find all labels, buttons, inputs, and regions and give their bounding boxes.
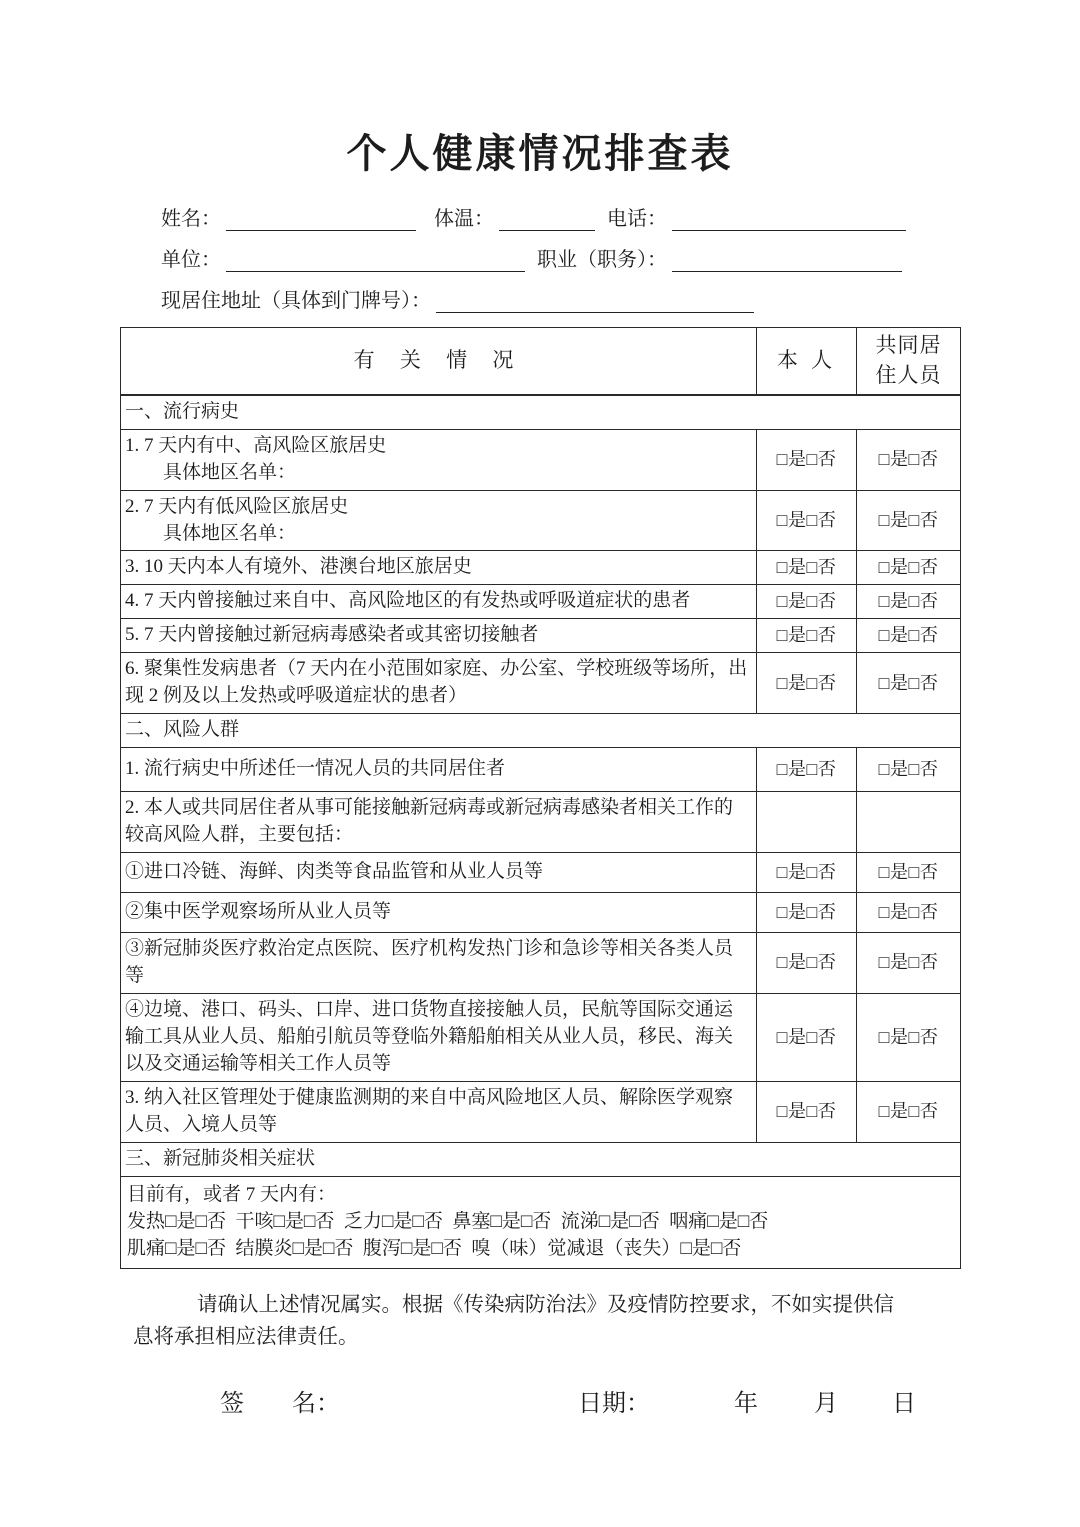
self-yesno-cell: □是□否 [757,490,857,551]
table-row [121,490,961,551]
situation-cell: ③新冠肺炎医疗救治定点医院、医疗机构发热门诊和急诊等相关各类人员等 [121,933,757,994]
self-yesno-cell: □是□否 [757,653,857,714]
symptoms-line-2: 肌痛□是□否 结膜炎□是□否 腹泻□是□否 嗅（味）觉减退（丧失）□是□否 [127,1237,742,1259]
form-title: 个人健康情况排查表 [346,131,734,176]
self-yesno-cell: □是□否 [757,893,857,933]
table-row [121,653,961,714]
document-page [120,0,960,1418]
table-row [121,1081,961,1142]
situation-cell: 4. 7 天内曾接触过来自中、高风险地区的有发热或呼吸道症状的患者 [121,585,757,619]
name-blank-line [226,207,416,231]
situation-cell: ②集中医学观察场所从业人员等 [121,893,757,933]
field-row-3 [161,286,960,313]
table-row [121,933,961,994]
cohabitant-yesno-cell: □是□否 [857,619,961,653]
phone-blank-line [672,207,906,231]
temperature-label: 体温： [434,208,494,230]
cohabitant-yesno-cell: □是□否 [857,490,961,551]
col-header-self: 本 人 [757,328,857,395]
field-row-2 [161,245,960,272]
section-title: 二、风险人群 [121,714,961,748]
self-yesno-cell: □是□否 [757,933,857,994]
situation-cell: 2. 本人或共同居住者从事可能接触新冠病毒或新冠病毒感染者相关工作的较高风险人群，主要包括： [121,792,757,853]
self-yesno-cell: □是□否 [757,619,857,653]
field-row-1 [161,204,960,231]
cohabitant-yesno-cell: □是□否 [857,653,961,714]
signature-label: 签 名： [220,1391,340,1418]
col-header-cohabitant: 共同居 住人员 [857,328,961,395]
table-row [121,429,961,490]
name-label: 姓名： [161,208,221,230]
cohabitant-yesno-cell: □是□否 [857,429,961,490]
symptoms-intro: 目前有，或者 7 天内有： [127,1183,337,1205]
table-row [121,893,961,933]
disclaimer-line-1: 请确认上述情况属实。根据《传染病防治法》及疫情防控要求，不如实提供信 [197,1293,894,1316]
self-yesno-cell: □是□否 [757,429,857,490]
table-row [121,585,961,619]
occupation-blank-line [672,248,902,272]
unit-blank-line [226,248,525,272]
disclaimer-line-2: 息将承担相应法律责任。 [133,1325,359,1348]
cohabitant-yesno-cell: □是□否 [857,585,961,619]
cohabitant-yesno-cell: □是□否 [857,748,961,792]
section-row-covid-symptoms [121,1142,961,1176]
situation-cell: ④边境、港口、码头、口岸、进口货物直接接触人员，民航等国际交通运输工具从业人员、船舶引航员等登临外籍船舶相关从业人员，移民、海关以及交通运输等相关工作人员等 [121,994,757,1082]
self-yesno-cell [757,792,857,853]
date-label: 日期： [578,1391,650,1418]
symptoms-row [121,1176,961,1268]
phone-label: 电话： [607,208,667,230]
table-row [121,748,961,792]
situation-cell: 1. 7 天内有中、高风险区旅居史 具体地区名单： [121,429,757,490]
table-row [121,619,961,653]
situation-cell: ①进口冷链、海鲜、肉类等食品监管和从业人员等 [121,853,757,893]
year-label: 年 [734,1391,758,1418]
signature-row [120,1383,960,1418]
unit-label: 单位： [161,249,221,271]
table-row [121,551,961,585]
screening-table [120,327,961,1269]
occupation-label: 职业（职务）： [537,249,667,271]
cohabitant-yesno-cell: □是□否 [857,853,961,893]
section-title: 一、流行病史 [121,395,961,429]
self-yesno-cell: □是□否 [757,551,857,585]
self-yesno-cell: □是□否 [757,1081,857,1142]
cohabitant-yesno-cell: □是□否 [857,551,961,585]
address-blank-line [436,289,754,313]
cohabitant-yesno-cell: □是□否 [857,893,961,933]
disclaimer [133,1290,949,1354]
situation-cell: 2. 7 天内有低风险区旅居史 具体地区名单： [121,490,757,551]
cohabitant-yesno-cell [857,792,961,853]
self-yesno-cell: □是□否 [757,585,857,619]
situation-cell: 5. 7 天内曾接触过新冠病毒感染者或其密切接触者 [121,619,757,653]
section-row-epidemic-history [121,395,961,429]
cohabitant-yesno-cell: □是□否 [857,1081,961,1142]
self-yesno-cell: □是□否 [757,994,857,1082]
self-yesno-cell: □是□否 [757,748,857,792]
month-label: 月 [814,1391,838,1418]
symptoms-cell [121,1176,961,1268]
situation-cell: 3. 纳入社区管理处于健康监测期的来自中高风险地区人员、解除医学观察人员、入境人员等 [121,1081,757,1142]
situation-cell: 1. 流行病史中所述任一情况人员的共同居住者 [121,748,757,792]
section-row-risk-groups [121,714,961,748]
header-fields [161,204,960,313]
day-label: 日 [892,1391,916,1418]
address-label: 现居住地址（具体到门牌号）： [161,290,431,312]
cohabitant-yesno-cell: □是□否 [857,994,961,1082]
table-row [121,792,961,853]
table-header-row [121,328,961,395]
section-title: 三、新冠肺炎相关症状 [121,1142,961,1176]
table-row [121,853,961,893]
cohabitant-yesno-cell: □是□否 [857,933,961,994]
temperature-blank-line [499,207,595,231]
table-row [121,994,961,1082]
situation-cell: 6. 聚集性发病患者（7 天内在小范围如家庭、办公室、学校班级等场所，出现 2 例及以上发热或呼吸道症状的患者） [121,653,757,714]
situation-cell: 3. 10 天内本人有境外、港澳台地区旅居史 [121,551,757,585]
col-header-situation: 有 关 情 况 [121,328,757,395]
self-yesno-cell: □是□否 [757,853,857,893]
symptoms-line-1: 发热□是□否 干咳□是□否 乏力□是□否 鼻塞□是□否 流涕□是□否 咽痛□是□否 [127,1210,769,1232]
